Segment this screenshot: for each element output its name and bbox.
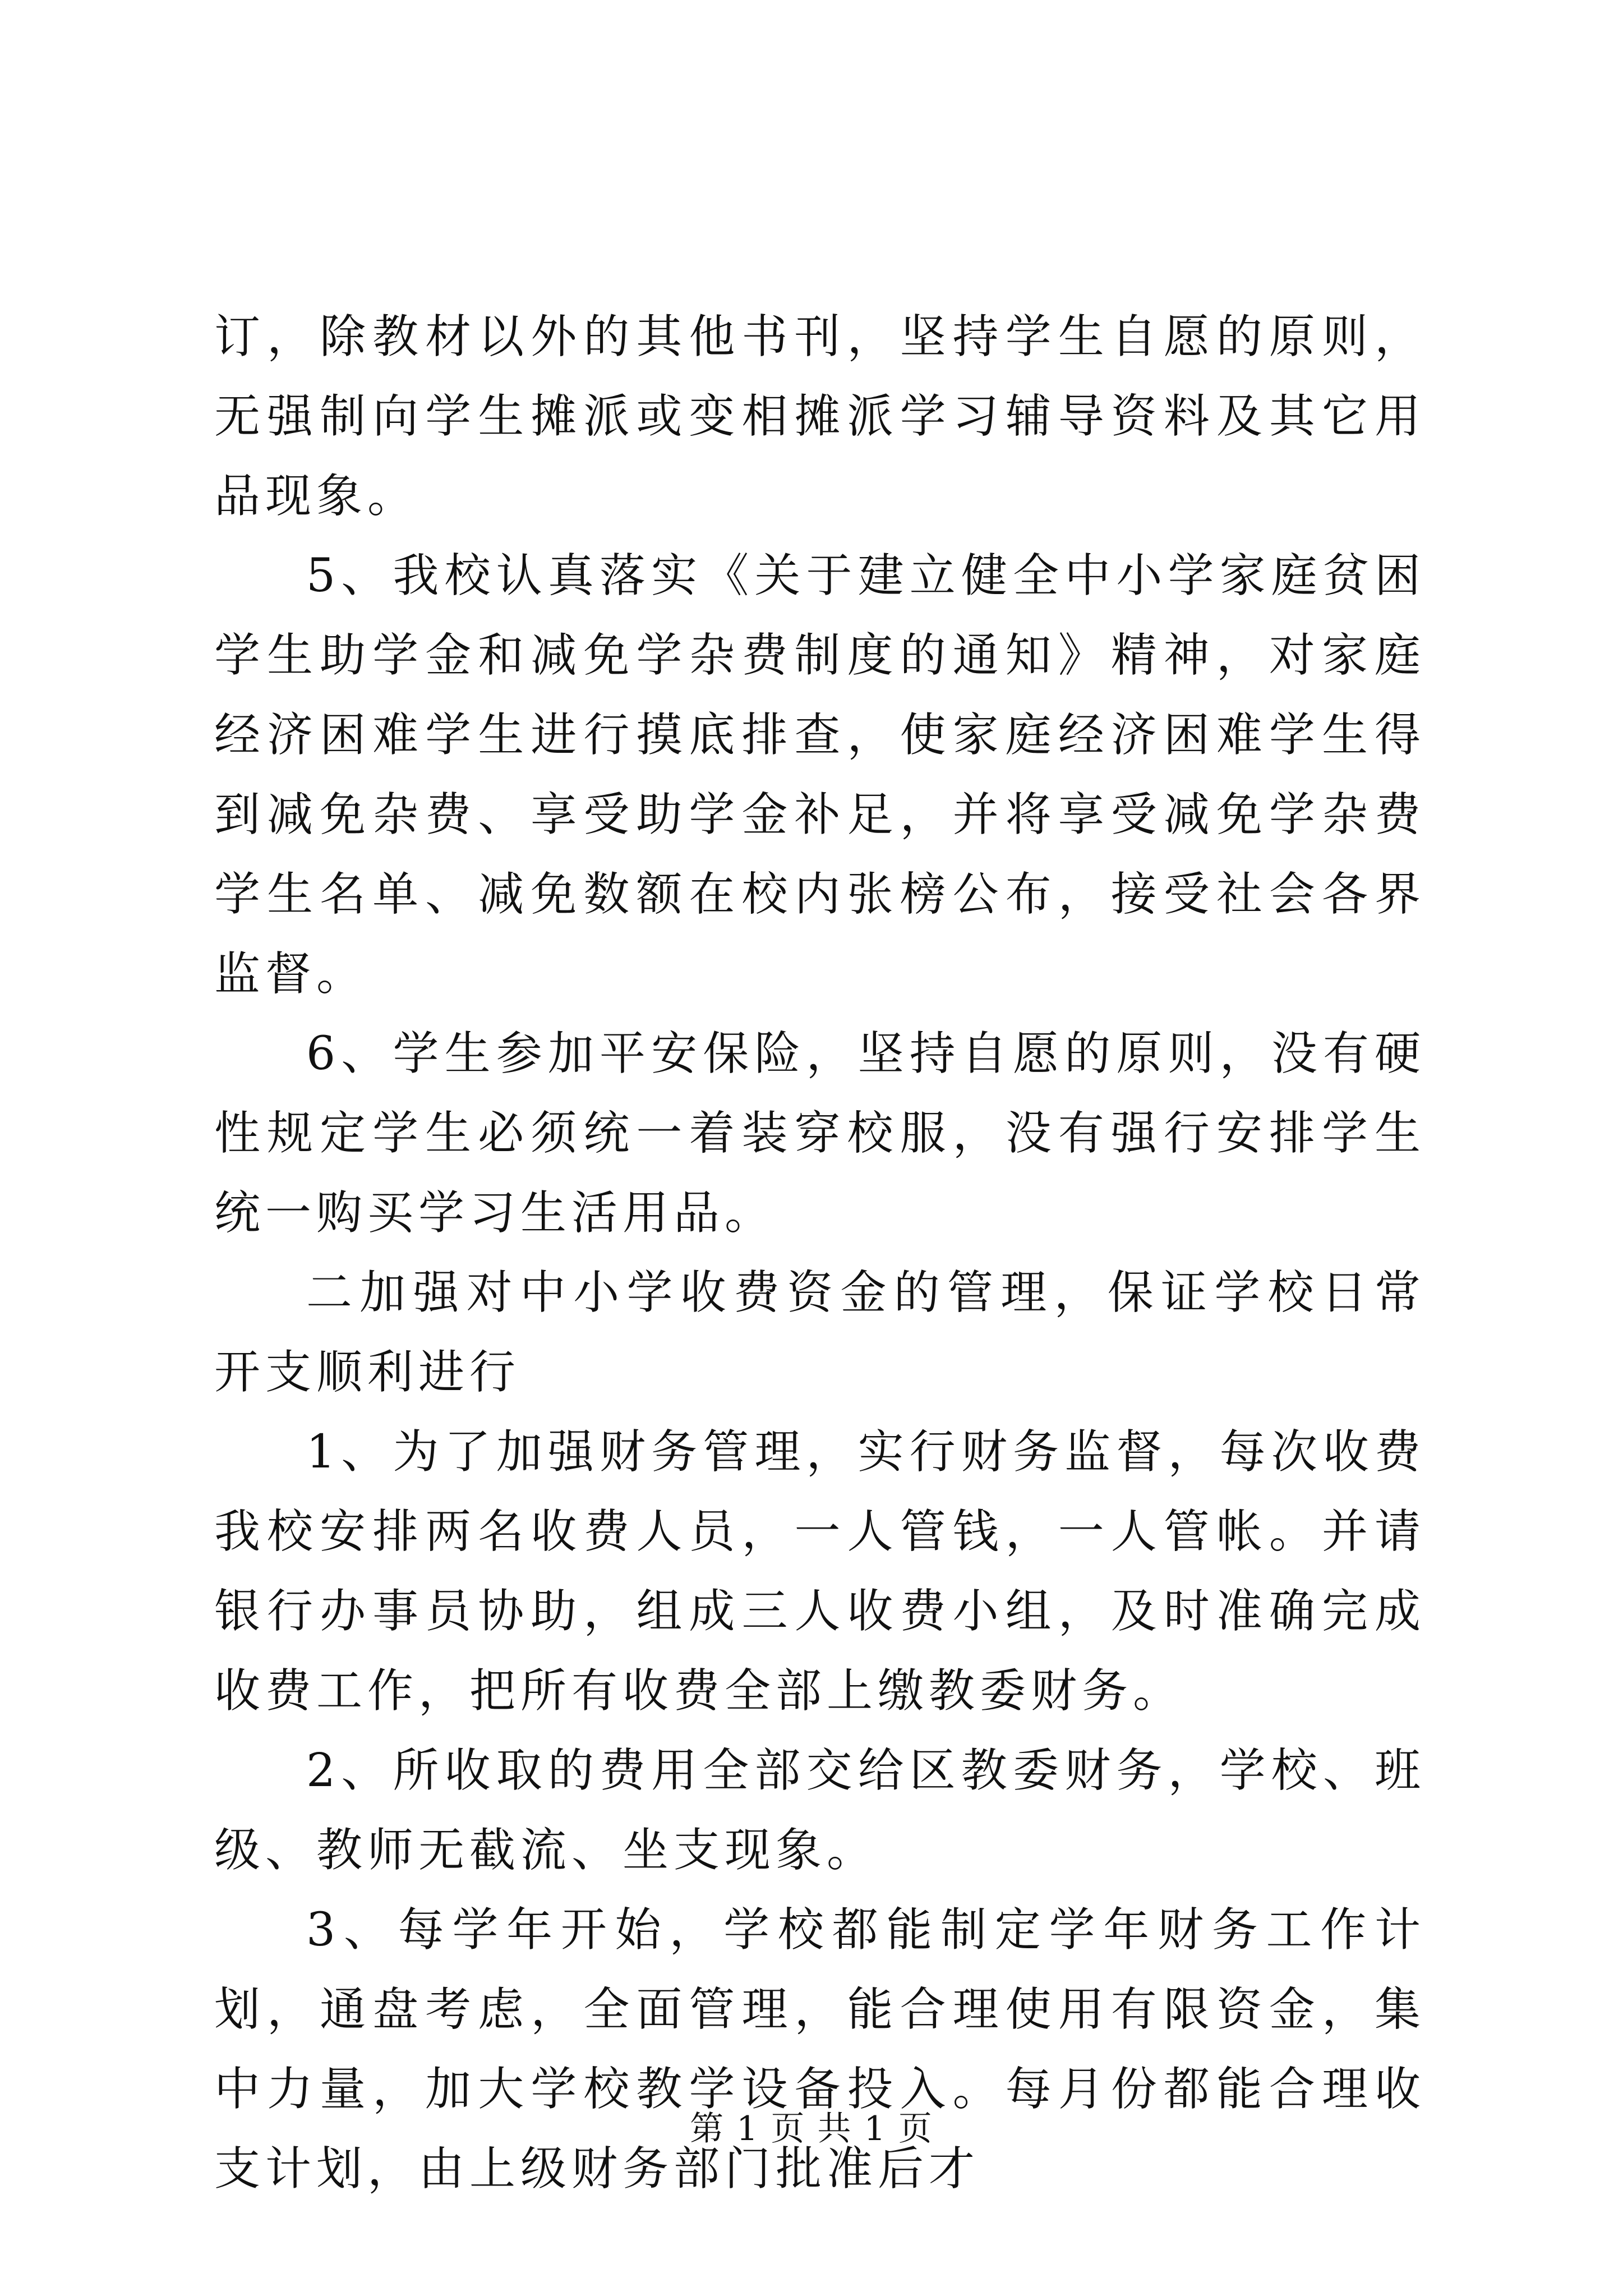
section-heading-2: 二加强对中小学收费资金的管理，保证学校日常开支顺利进行 xyxy=(214,1266,1426,1399)
paragraph-item-2: 2、所收取的费用全部交给区教委财务，学校、班级、教师无截流、坐支现象。 xyxy=(214,1744,1426,1877)
paragraph-item-6: 6、学生参加平安保险，坚持自愿的原则，没有硬性规定学生必须统一着装穿校服，没有强行安排学生统一购买学习生活用品。 xyxy=(214,1027,1426,1240)
paragraph-continuation: 订，除教材以外的其他书刊，坚持学生自愿的原则，无强制向学生摊派或变相摊派学习辅导资料及其它用品现象。 xyxy=(214,310,1426,523)
page-footer: 第 1 页 共 1 页 xyxy=(690,2109,933,2148)
paragraph-item-5: 5、我校认真落实《关于建立健全中小学家庭贫困学生助学金和减免学杂费制度的通知》精神，对家庭经济困难学生进行摸底排查，使家庭经济困难学生得到减免杂费、享受助学金补足，并将享受减免学杂费学生名单、减免数额在校内张榜公布，接受社会各界监督。 xyxy=(214,549,1426,1001)
document-body xyxy=(214,297,1426,2209)
paragraph-item-1: 1、为了加强财务管理，实行财务监督，每次收费我校安排两名收费人员，一人管钱，一人管帐。并请银行办事员协助，组成三人收费小组，及时准确完成收费工作，把所有收费全部上缴教委财务。 xyxy=(214,1425,1426,1718)
paragraph-item-3: 3、每学年开始，学校都能制定学年财务工作计划，通盘考虑，全面管理，能合理使用有限资金，集中力量，加大学校教学设备投入。每月份都能合理收支计划，由上级财务部门批准后才 xyxy=(214,1903,1426,2196)
